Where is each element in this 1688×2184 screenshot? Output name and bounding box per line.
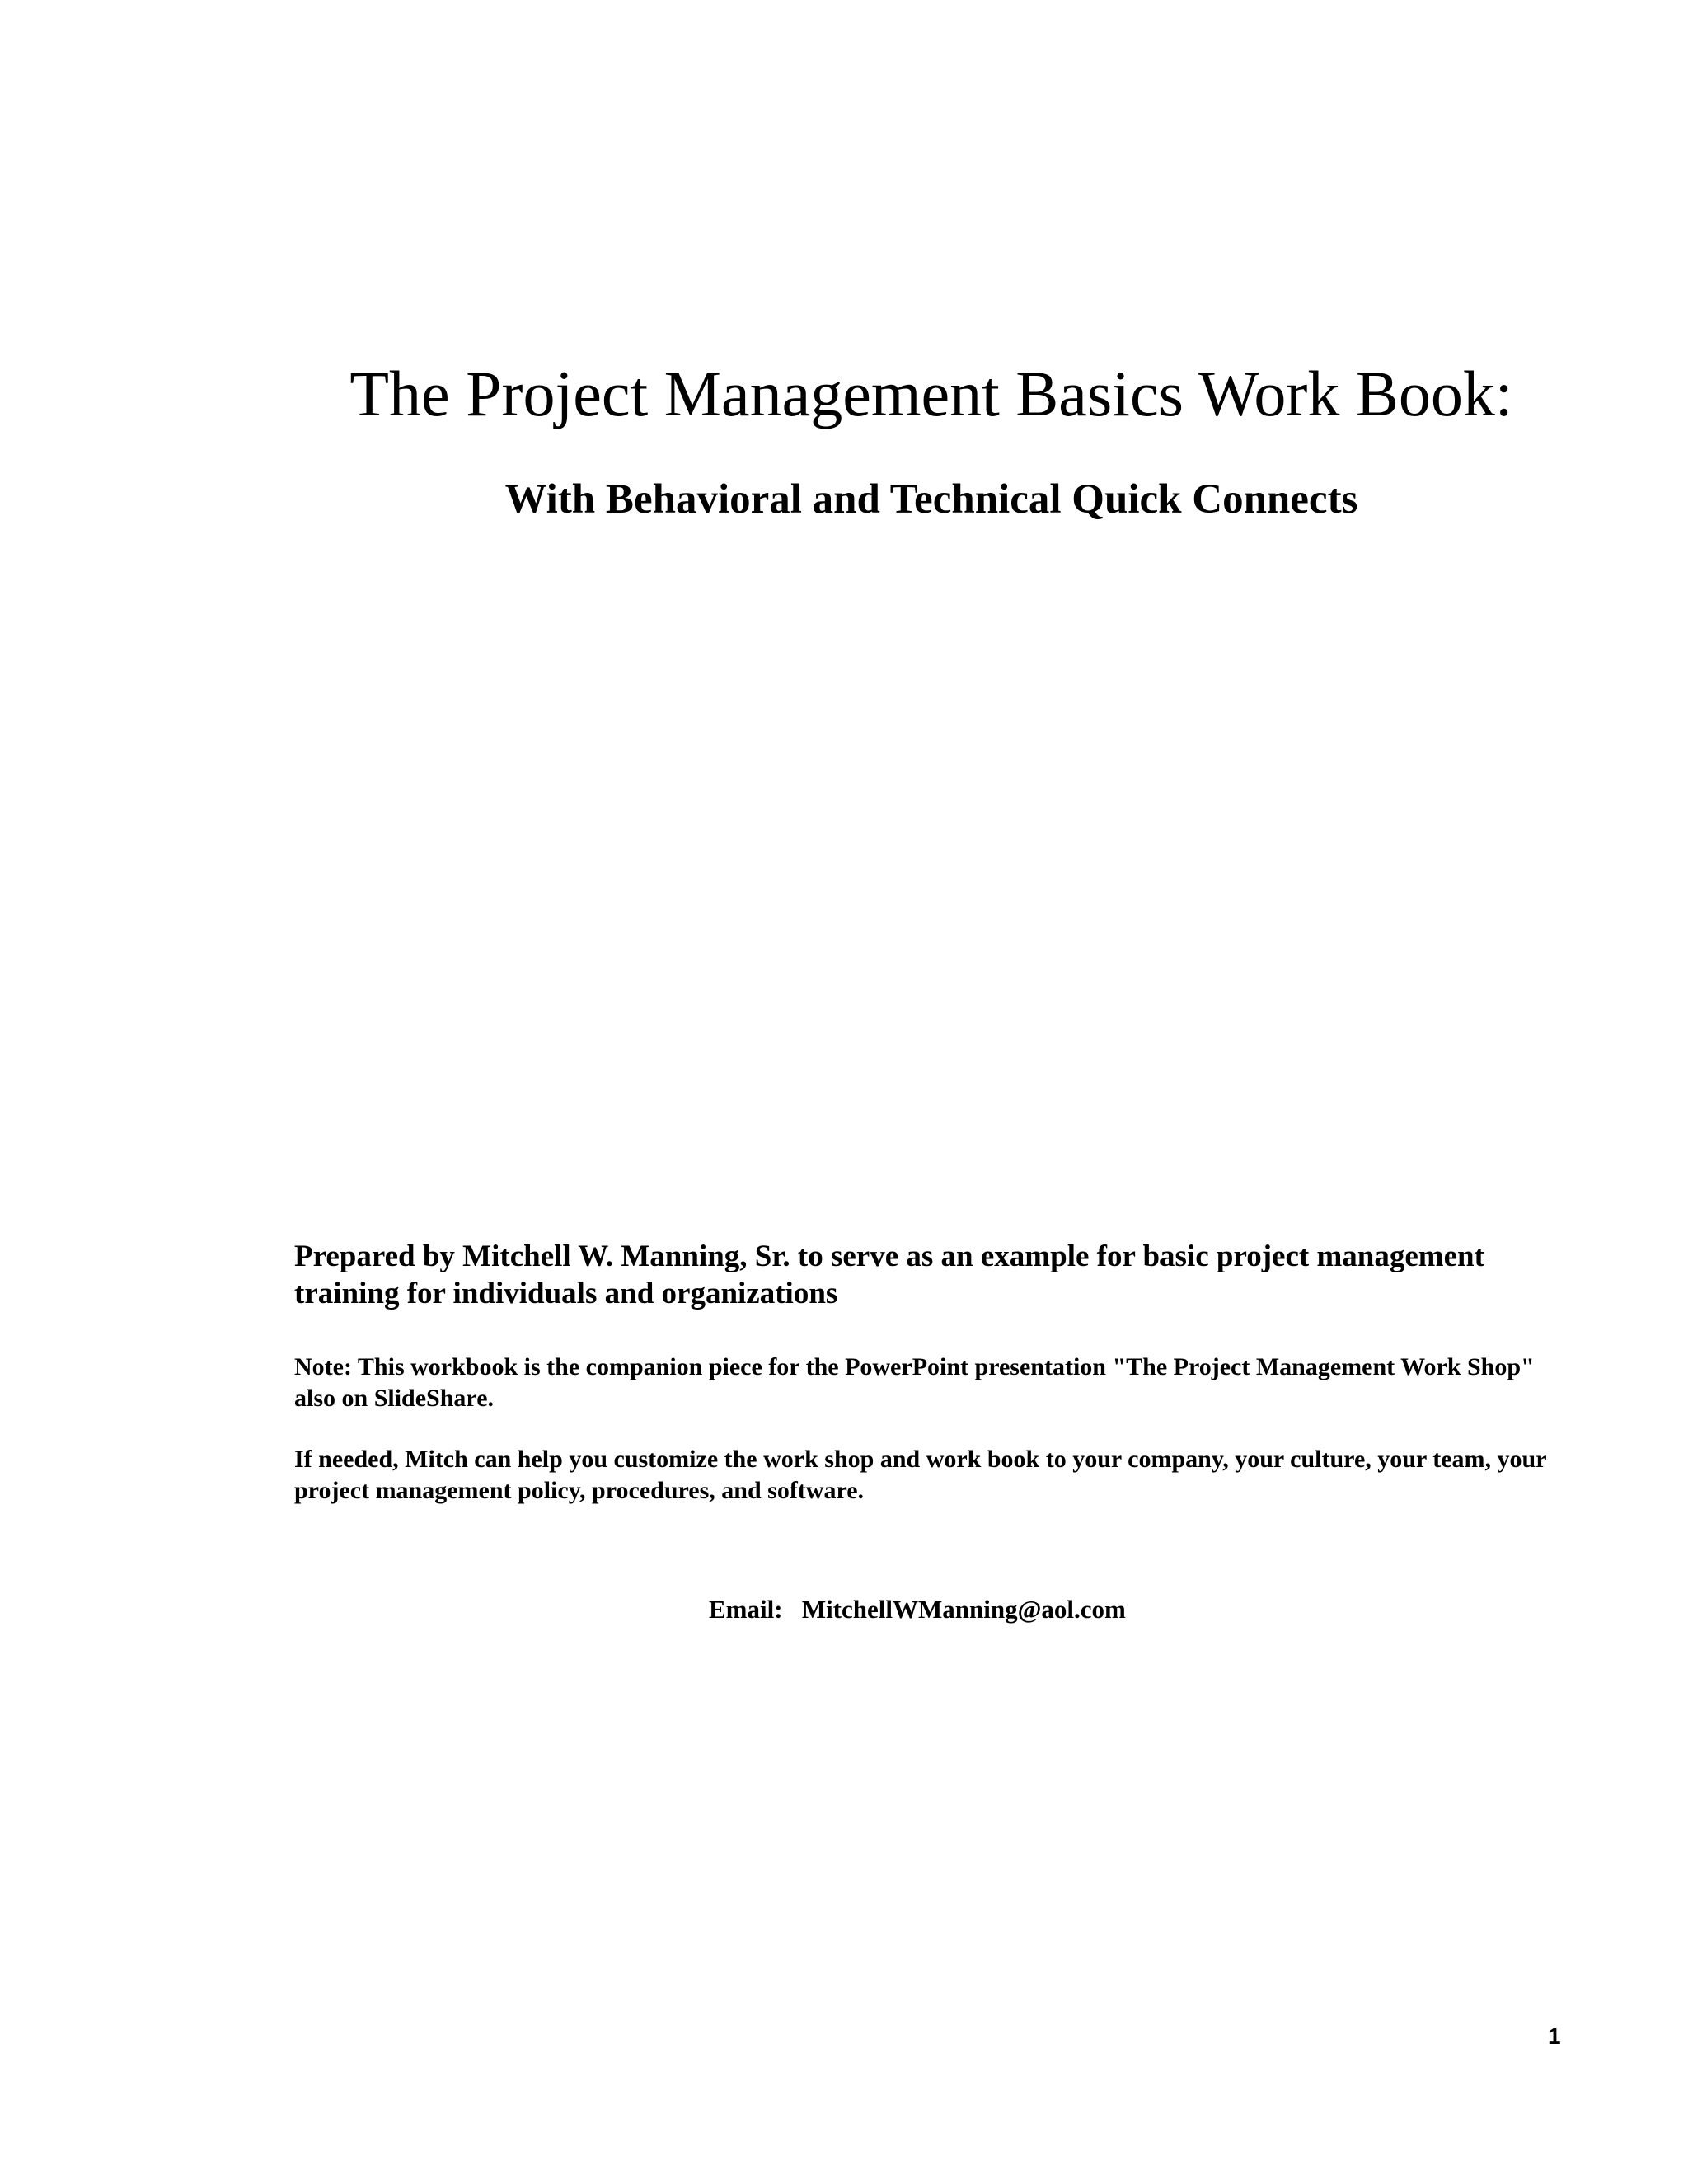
document-subtitle: With Behavioral and Technical Quick Connects xyxy=(504,476,1358,523)
companion-note: Note: This workbook is the companion piece for the PowerPoint presentation "The Project Management Work Shop" also on SlideShare. xyxy=(294,1353,1535,1412)
document-title: The Project Management Basics Work Book: xyxy=(349,358,1513,429)
customization-note: If needed, Mitch can help you customize the work shop and work book to your company, your culture, your team, your project management policy, procedures, and software. xyxy=(294,1446,1546,1504)
email-line xyxy=(709,1595,1126,1624)
page-number: 1 xyxy=(1548,2023,1561,2049)
email-label: Email: xyxy=(709,1595,783,1624)
prepared-by-statement: Prepared by Mitchell W. Manning, Sr. to serve as an example for basic project management training for individuals and organizations xyxy=(294,1240,1484,1310)
email-address: MitchellWManning@aol.com xyxy=(801,1595,1126,1624)
